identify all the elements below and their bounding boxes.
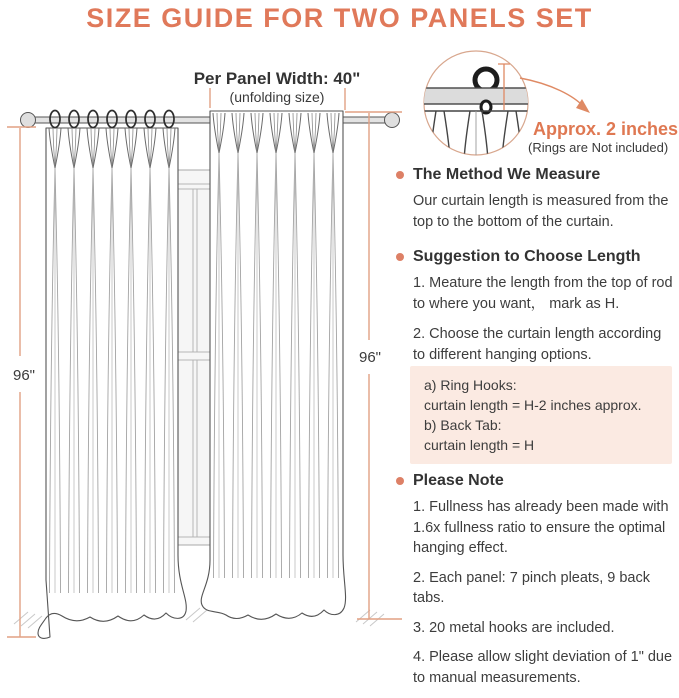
panel-width-sublabel: (unfolding size)	[229, 89, 325, 105]
section-please-note	[396, 472, 679, 698]
section-method-body: Our curtain length is measured from the top to the bottom of the curtain.	[413, 193, 669, 230]
option-back-tab-label: b) Back Tab:	[424, 417, 502, 433]
length-options-box	[410, 366, 672, 464]
panel-width-label: Per Panel Width: 40"	[193, 69, 361, 88]
rod-finial-left	[21, 113, 36, 128]
left-height-label: 96"	[12, 367, 36, 384]
note-item-2: 2. Each panel: 7 pinch pleats, 9 back tabs.	[413, 569, 650, 607]
option-ring-hooks-formula: curtain length = H-2 inches approx.	[424, 397, 642, 413]
ring-callout-title: Approx. 2 inches	[533, 119, 679, 139]
page-title: SIZE GUIDE FOR TWO PANELS SET	[86, 3, 593, 33]
rod-finial-right	[385, 113, 400, 128]
section-suggestion	[396, 248, 679, 375]
note-item-3: 3. 20 metal hooks are included.	[413, 619, 615, 636]
curtain-panel-left	[38, 128, 186, 638]
section-method	[396, 166, 679, 242]
section-note-heading: Please Note	[413, 472, 504, 489]
bullet-icon	[396, 171, 404, 179]
curtain-panel-right	[201, 111, 345, 619]
callout-arrow	[520, 78, 584, 107]
note-item-1: 1. Fullness has already been made with 1.6x fullness ratio to ensure the optimal hanging effect.	[413, 499, 669, 557]
suggestion-step-2: 2. Choose the curtain length according to different hanging options.	[413, 326, 662, 363]
option-back-tab-formula: curtain length = H	[424, 437, 535, 453]
section-suggestion-heading: Suggestion to Choose Length	[413, 248, 641, 265]
option-ring-hooks-label: a) Ring Hooks:	[424, 377, 517, 393]
ring-callout-sub: (Rings are Not included)	[528, 140, 669, 155]
bullet-icon	[396, 477, 404, 485]
suggestion-step-1: 1. Meature the length from the top of rod to where you want， mark as H.	[413, 275, 673, 312]
bullet-icon	[396, 253, 404, 261]
note-item-4: 4. Please allow slight deviation of 1" due to manual measurements.	[413, 649, 673, 687]
right-height-label: 96"	[358, 349, 382, 366]
window	[176, 170, 214, 545]
section-method-heading: The Method We Measure	[413, 166, 601, 183]
